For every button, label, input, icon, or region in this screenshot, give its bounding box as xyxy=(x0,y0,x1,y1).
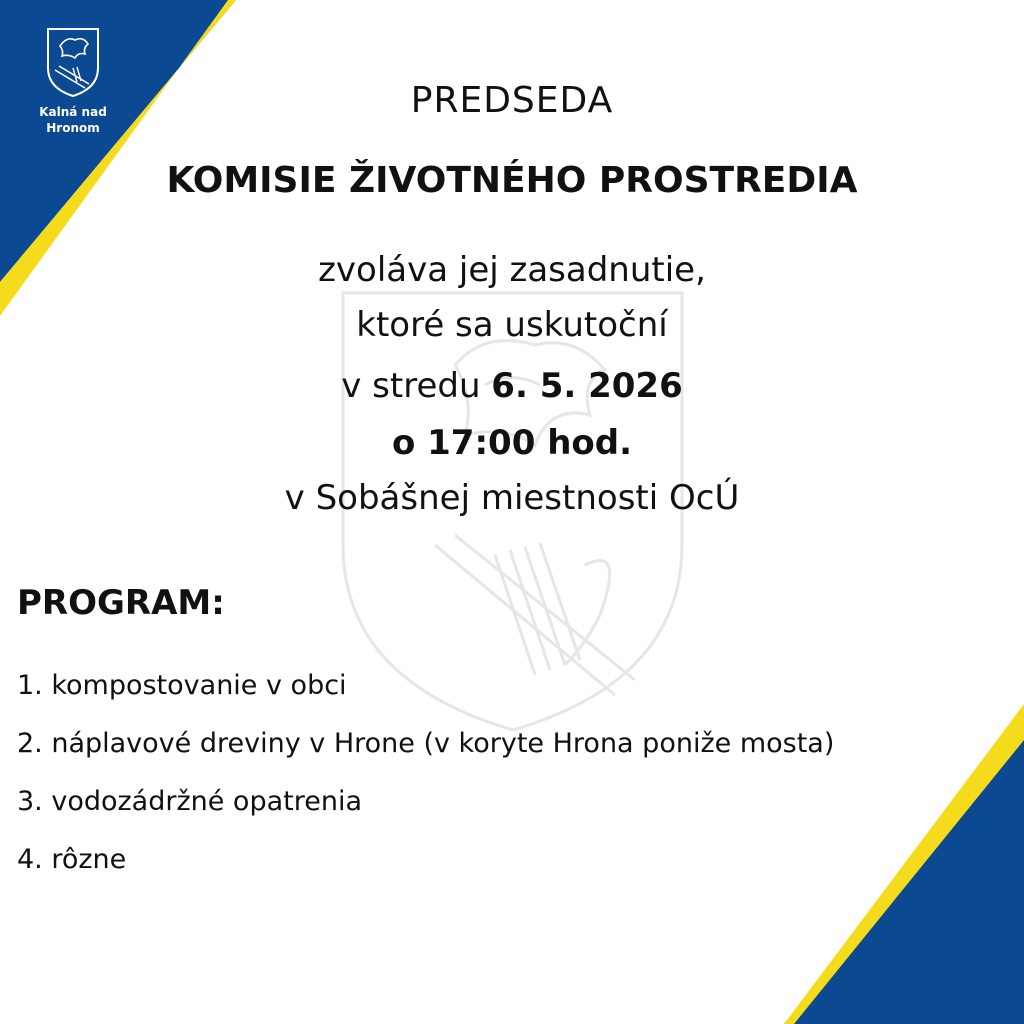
meeting-day: v stredu xyxy=(341,366,492,406)
header-subtitle: KOMISIE ŽIVOTNÉHO PROSTREDIA xyxy=(166,160,858,201)
logo-name-line-2: Hronom xyxy=(46,121,100,135)
meeting-place: v Sobášnej miestnosti OcÚ xyxy=(284,478,740,518)
program-item: 3. vodozádržné opatrenia xyxy=(17,786,363,817)
meeting-time: o 17:00 hod. xyxy=(391,423,633,463)
meeting-date: 6. 5. 2026 xyxy=(491,366,683,406)
program-item: 2. náplavové dreviny v Hrone (v koryte Hrona poniže mosta) xyxy=(17,728,835,759)
announcement-line-2: ktoré sa uskutoční xyxy=(356,305,668,345)
program-item: 1. kompostovanie v obci xyxy=(17,670,347,701)
program-list xyxy=(17,666,834,898)
meeting-date-line xyxy=(0,366,1024,406)
program-item: 4. rôzne xyxy=(17,844,127,875)
logo-name-line-1: Kalná nad xyxy=(39,105,107,119)
program-title: PROGRAM: xyxy=(17,583,225,623)
header-title: PREDSEDA xyxy=(410,80,614,121)
announcement-line-1: zvoláva jej zasadnutie, xyxy=(318,250,706,290)
